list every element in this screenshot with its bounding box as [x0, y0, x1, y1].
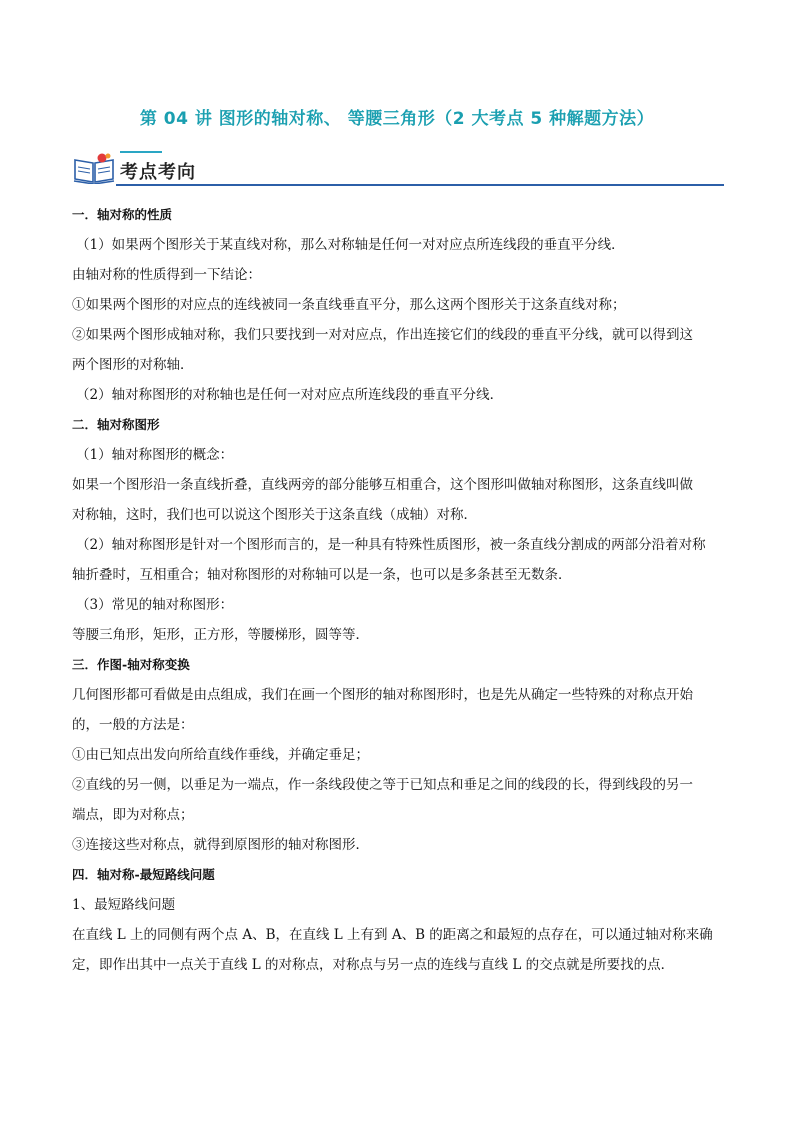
paragraph-line: （3）常见的轴对称图形： [76, 597, 234, 613]
heading-axis-symmetry-properties: 一．轴对称的性质 [72, 207, 173, 222]
paragraph-line: 端点，即为对称点； [72, 807, 194, 823]
paragraph-line: （1）如果两个图形关于某直线对称，那么对称轴是任何一对对应点所连线段的垂直平分线． [76, 237, 625, 253]
paragraph-line: 由轴对称的性质得到一下结论： [72, 267, 261, 283]
paragraph-line: 两个图形的对称轴． [72, 357, 194, 373]
paragraph-line: 定，即作出其中一点关于直线 L 的对称点，对称点与另一点的连线与直线 L 的交点就是所要找的点． [72, 957, 675, 973]
section-rule [116, 184, 724, 186]
document-title: 第 04 讲 图形的轴对称、 等腰三角形（2 大考点 5 种解题方法） [139, 109, 655, 129]
paragraph-line: 如果一个图形沿一条直线折叠，直线两旁的部分能够互相重合，这个图形叫做轴对称图形，这条直线叫做 [72, 477, 693, 493]
paragraph-line: （2）轴对称图形是针对一个图形而言的，是一种具有特殊性质图形，被一条直线分割成的两部分沿着对称 [76, 537, 706, 553]
paragraph-line: 几何图形都可看做是由点组成，我们在画一个图形的轴对称图形时，也是先从确定一些特殊的对称点开始 [72, 687, 693, 703]
heading-shortest-path: 四．轴对称-最短路线问题 [72, 867, 215, 882]
heading-axis-symmetric-figures: 二．轴对称图形 [72, 417, 160, 432]
document-body [72, 200, 726, 980]
paragraph-line: 在直线 L 上的同侧有两个点 A、B，在直线 L 上有到 A、B 的距离之和最短的点存在，可以通过轴对称来确 [72, 927, 713, 943]
paragraph-line: 对称轴，这时，我们也可以说这个图形关于这条直线（成轴）对称． [72, 507, 477, 523]
header-accent-line [120, 151, 162, 153]
paragraph-line: ③连接这些对称点，就得到原图形的轴对称图形． [72, 837, 369, 853]
section-title: 考点考向 [120, 162, 196, 183]
paragraph-line: ①由已知点出发向所给直线作垂线，并确定垂足； [72, 747, 369, 763]
section-header [72, 150, 724, 188]
paragraph-line: （2）轴对称图形的对称轴也是任何一对对应点所连线段的垂直平分线． [76, 387, 504, 403]
paragraph-line: ②直线的另一侧，以垂足为一端点，作一条线段使之等于已知点和垂足之间的线段的长，得到线段的另一 [72, 777, 693, 793]
paragraph-line: （1）轴对称图形的概念： [76, 447, 234, 463]
paragraph-line: ②如果两个图形成轴对称，我们只要找到一对对应点，作出连接它们的线段的垂直平分线，就可以得到这 [72, 327, 693, 343]
heading-reflection-construction: 三．作图-轴对称变换 [72, 657, 190, 672]
paragraph-line: 的，一般的方法是： [72, 717, 194, 733]
paragraph-line: 1、最短路线问题 [72, 897, 176, 913]
paragraph-line: 等腰三角形，矩形，正方形，等腰梯形，圆等等． [72, 627, 369, 643]
book-icon [72, 152, 116, 184]
paragraph-line: ①如果两个图形的对应点的连线被同一条直线垂直平分，那么这两个图形关于这条直线对称； [72, 297, 626, 313]
paragraph-line: 轴折叠时，互相重合；轴对称图形的对称轴可以是一条，也可以是多条甚至无数条． [72, 567, 572, 583]
